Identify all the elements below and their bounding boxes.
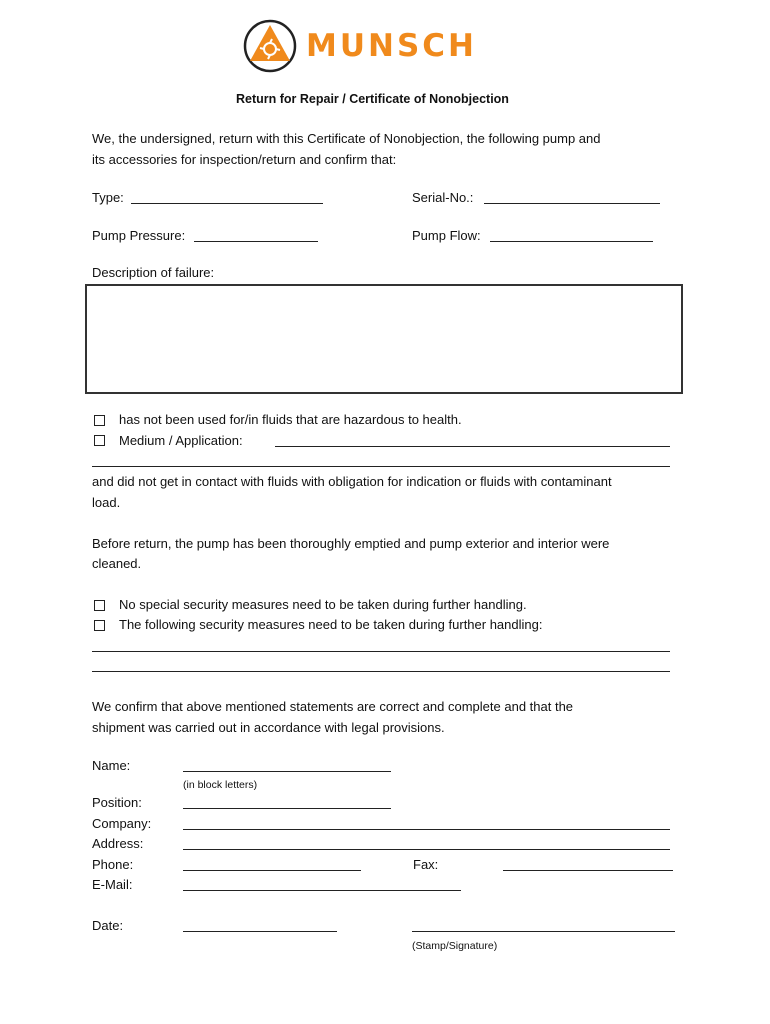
- company-field[interactable]: [183, 829, 670, 830]
- page-title: Return for Repair / Certificate of Nonobjection: [236, 92, 509, 106]
- medium-field[interactable]: [275, 446, 670, 447]
- fax-label: Fax:: [413, 857, 439, 872]
- email-field[interactable]: [183, 890, 461, 891]
- email-label: E-Mail:: [92, 877, 133, 892]
- medium-checkbox[interactable]: [94, 435, 105, 446]
- failure-description-box[interactable]: [85, 284, 683, 394]
- flow-field[interactable]: [490, 241, 653, 242]
- medium-label: Medium / Application:: [119, 433, 243, 448]
- before-return-text-1: Before return, the pump has been thoroughly emptied and pump exterior and interior were: [92, 536, 610, 551]
- confirm-text-1: We confirm that above mentioned statements are correct and complete and that the: [92, 699, 574, 714]
- stamp-signature-field[interactable]: [412, 931, 675, 932]
- address-label: Address:: [92, 836, 144, 851]
- not-used-checkbox[interactable]: [94, 415, 105, 426]
- position-field[interactable]: [183, 808, 391, 809]
- type-field[interactable]: [131, 203, 323, 204]
- block-letters-note: (in block letters): [183, 779, 258, 791]
- phone-label: Phone:: [92, 857, 134, 872]
- position-label: Position:: [92, 795, 142, 810]
- type-label: Type:: [92, 190, 124, 205]
- no-security-label: No special security measures need to be taken during further handling.: [119, 597, 527, 612]
- medium-field-continued[interactable]: [92, 466, 670, 467]
- failure-label: Description of failure:: [92, 265, 215, 280]
- intro-text-2: its accessories for inspection/return and confirm that:: [92, 152, 397, 167]
- serial-field[interactable]: [484, 203, 660, 204]
- intro-text-1: We, the undersigned, return with this Certificate of Nonobjection, the following pump and: [92, 131, 601, 146]
- contact-text-1: and did not get in contact with fluids with obligation for indication or fluids with contaminant: [92, 474, 612, 489]
- confirm-text-2: shipment was carried out in accordance with legal provisions.: [92, 720, 445, 735]
- following-security-label: The following security measures need to be taken during further handling:: [119, 617, 543, 632]
- date-label: Date:: [92, 918, 124, 933]
- munsch-emblem-icon: [243, 19, 297, 73]
- before-return-text-2: cleaned.: [92, 556, 142, 571]
- stamp-signature-note: (Stamp/Signature): [412, 940, 498, 952]
- pressure-label: Pump Pressure:: [92, 228, 186, 243]
- contact-text-2: load.: [92, 495, 121, 510]
- security-measures-field-1[interactable]: [92, 651, 670, 652]
- name-label: Name:: [92, 758, 131, 773]
- pressure-field[interactable]: [194, 241, 318, 242]
- serial-label: Serial-No.:: [412, 190, 474, 205]
- address-field[interactable]: [183, 849, 670, 850]
- date-field[interactable]: [183, 931, 337, 932]
- company-label: Company:: [92, 816, 152, 831]
- following-security-checkbox[interactable]: [94, 620, 105, 631]
- no-security-checkbox[interactable]: [94, 600, 105, 611]
- phone-field[interactable]: [183, 870, 361, 871]
- not-used-label: has not been used for/in fluids that are hazardous to health.: [119, 412, 462, 427]
- fax-field[interactable]: [503, 870, 673, 871]
- name-field[interactable]: [183, 771, 391, 772]
- flow-label: Pump Flow:: [412, 228, 481, 243]
- security-measures-field-2[interactable]: [92, 671, 670, 672]
- brand-wordmark: MUNSCH: [306, 28, 477, 64]
